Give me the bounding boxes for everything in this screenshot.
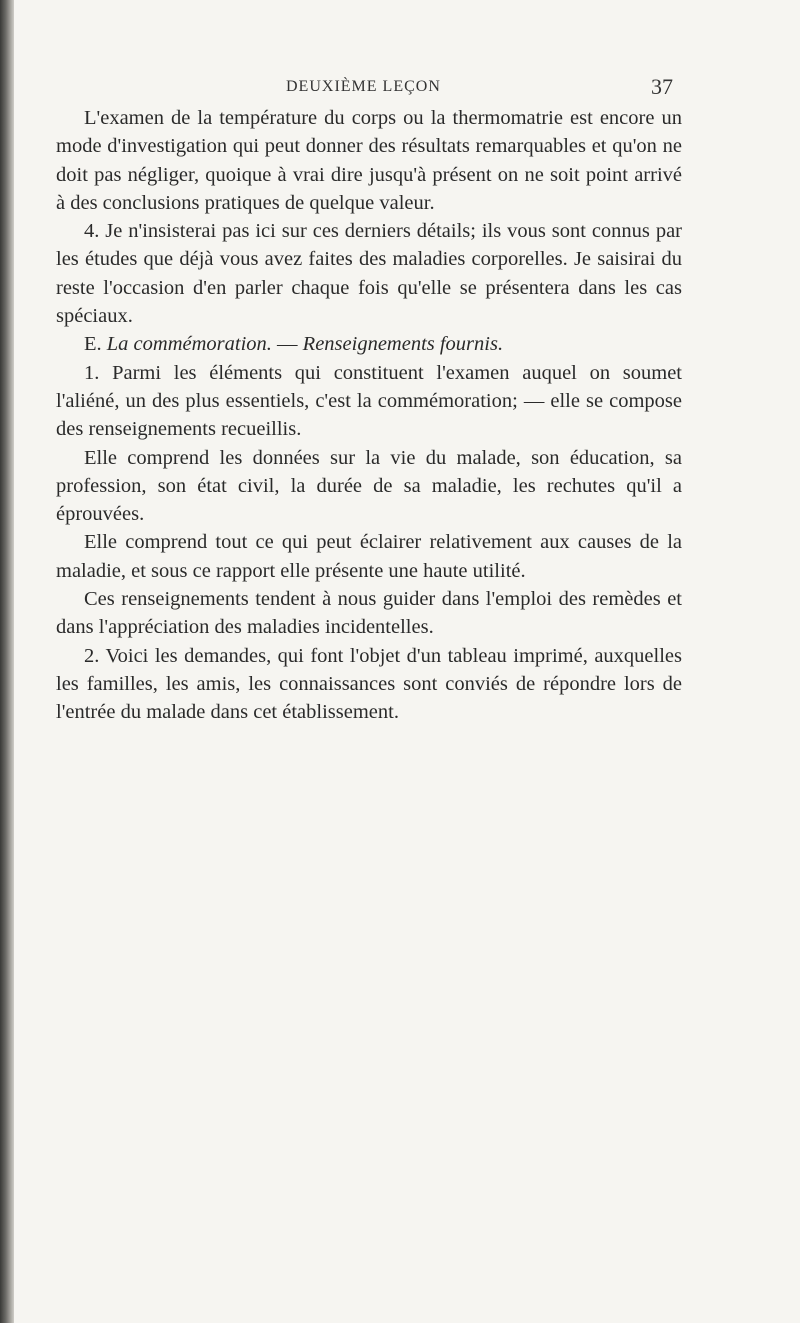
section-heading — [56, 330, 682, 358]
page-body — [56, 104, 682, 727]
section-letter: E. — [84, 333, 102, 356]
section-subtitle: Renseignements fournis. — [302, 333, 504, 356]
paragraph-causes: Elle comprend tout ce qui peut éclairer relativement aux causes de la maladie, et sous ce rapport elle présente une haute utilité. — [56, 531, 682, 582]
paragraph-elements: 1. Parmi les éléments qui constituent l'examen auquel on soumet l'aliéné, un des plus essentiels, c'est la commémoration; — elle se compose des renseignements recueillis. — [56, 361, 682, 441]
paragraph-data: Elle comprend les données sur la vie du malade, son éducation, sa profession, son état civil, la durée de sa maladie, les rechutes qu'il a éprouvées. — [56, 446, 682, 526]
page-number: 37 — [651, 74, 673, 99]
section-dash: — — [277, 333, 298, 356]
section-title: La commémoration. — [106, 333, 272, 356]
paragraph-thermometry: L'examen de la température du corps ou la thermomatrie est encore un mode d'investigation qui peut donner des résultats remarquables et qu'on ne doit pas négliger, quoique à vrai dire jusqu'à présent on ne soit point arrivé à des conclusions pratiques de quelque valeur. — [56, 107, 682, 214]
paragraph-details: 4. Je n'insisterai pas ici sur ces derniers détails; ils vous sont connus par les études que déjà vous avez faites des maladies corporelles. Je saisirai du reste l'occasion d'en parler chaque fois qu'elle se présentera dans les cas spéciaux. — [56, 220, 682, 328]
paragraph-guidance: Ces renseignements tendent à nous guider dans l'emploi des remèdes et dans l'appréciation des maladies incidentelles. — [56, 588, 682, 639]
running-title: DEUXIÈME LEÇON — [286, 78, 441, 95]
paragraph-questions: 2. Voici les demandes, qui font l'objet d'un tableau imprimé, auxquelles les familles, les amis, les connaissances sont conviés de répondre lors de l'entrée du malade dans cet établissement. — [56, 644, 682, 724]
